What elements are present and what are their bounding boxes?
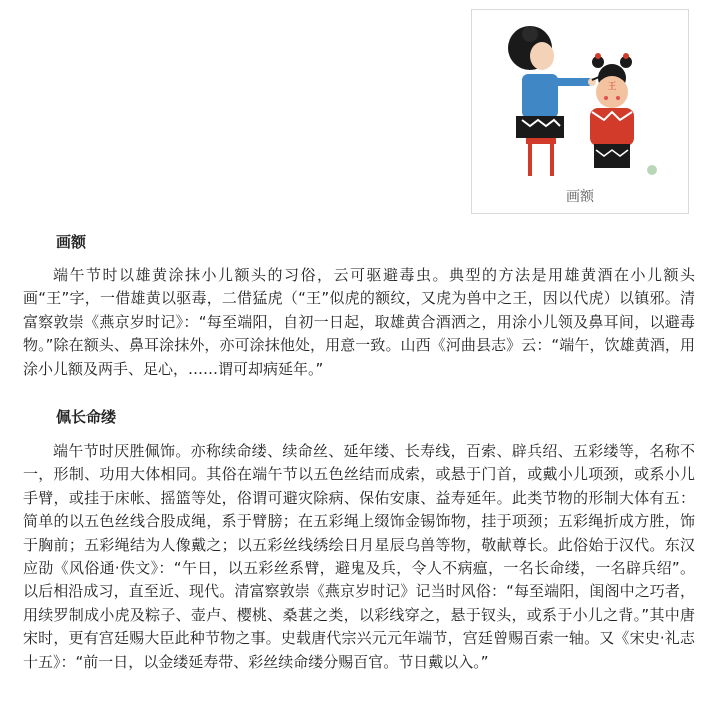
paragraph-chang-ming-lv: 端午节时厌胜佩饰。亦称续命缕、续命丝、延年缕、长寿线，百索、辟兵绍、五彩缕等，名称不一，形制、功用大体相同。其俗在端午节以五色丝结而成索，或悬于门首，或戴小儿项颈，或系小儿手臂，或挂于床帐、摇篮等处，俗谓可避灾除病、保佑安康、益寿延年。此类节物的形制大体有五：简单的以五色丝线合股成绳，系于臂膀；在五彩绳上缀饰金锡饰物，挂于项颈；五彩绳折成方胜，饰于胸前；五彩绳结为人像戴之；以五彩丝线绣绘日月星辰乌兽等物，敬献尊长。此俗始于汉代。东汉应劭《风俗通·佚文》：“午日，以五彩丝系臂，避鬼及兵，令人不病瘟，一名长命缕，一名辟兵绍”。以后相沿成习，直至近、现代。清富察敦崇《燕京岁时记》记当时风俗：“每至端阳，闺阁中之巧者，用续罗制成小虎及粽子、壶卢、樱桃、桑葚之类，以彩线穿之，悬于钗头，或系于小儿之背。”其中唐宋时，更有宫廷赐大臣此种节物之事。史载唐代宗兴元元年端节，宫廷曾赐百索一轴。又《宋史·礼志十五》：“前一日，以金缕延寿带、彩丝续命缕分赐百官。节日戴以入。” xyxy=(23,442,695,671)
svg-text:诸葛教育: 诸葛教育 xyxy=(660,166,688,174)
figure-caption: 画额 xyxy=(566,189,594,205)
section-title-hua-e: 画额 xyxy=(56,233,87,251)
figure xyxy=(471,9,689,214)
children-painting-illustration xyxy=(480,16,688,182)
section-title-chang-ming-lv: 佩长命缕 xyxy=(56,408,117,426)
paragraph-hua-e: 端午节时以雄黄涂抹小儿额头的习俗，云可驱避毒虫。典型的方法是用雄黄酒在小儿额头画“王”字，一借雄黄以驱毒，二借猛虎（“王”似虎的额纹，又虎为兽中之王，因以代虎）以镇邪。清富察敦崇《燕京岁时记》：“每至端阳，自初一日起，取雄黄合酒洒之，用涂小儿领及鼻耳间，以避毒物。”除在额头、鼻耳涂抹外，亦可涂抹他处，用意一致。山西《河曲县志》云：“端午，饮雄黄酒，用涂小儿额及两手、足心，……谓可却病延年。” xyxy=(23,266,695,378)
svg-text:王: 王 xyxy=(607,82,617,92)
